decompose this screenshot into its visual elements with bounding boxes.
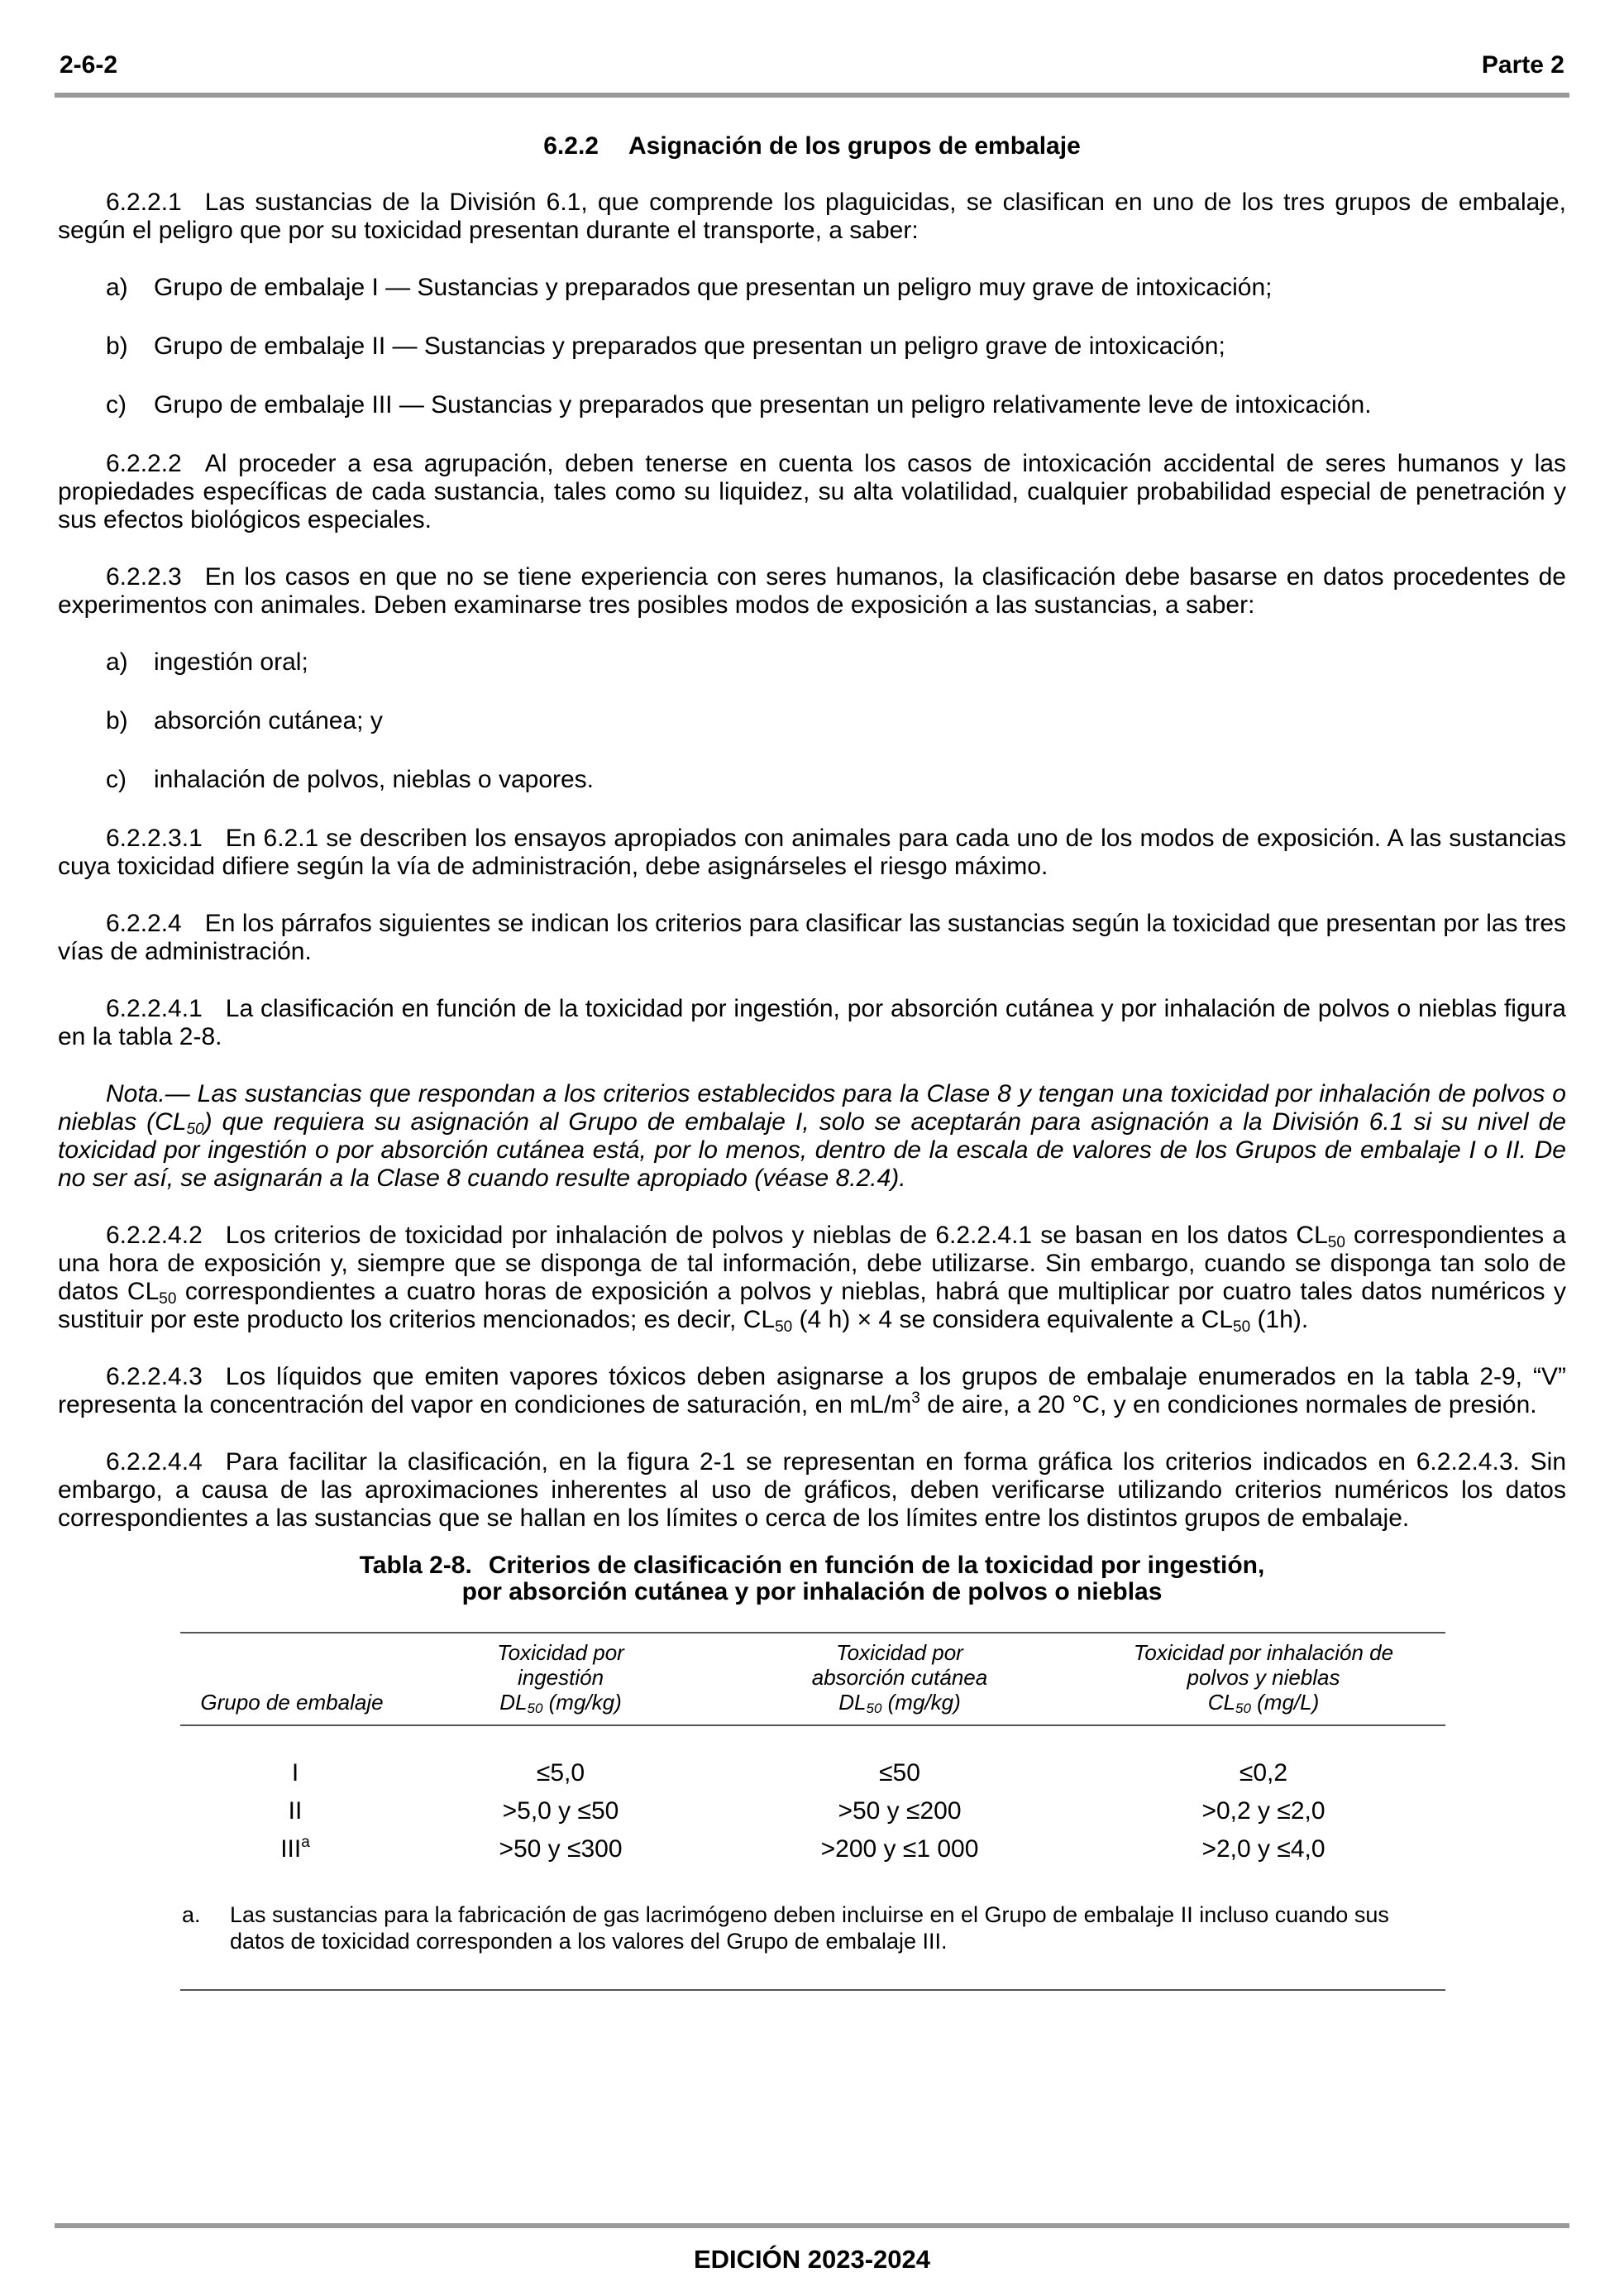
list-item-text: ingestión oral;: [154, 648, 308, 676]
cell-inhalation: >2,0 y ≤4,0: [1201, 1835, 1325, 1863]
paragraph-text: En 6.2.1 se describen los ensayos apropiados con animales para cada uno de los modos de exposición. A las sustancias cuya toxicidad difiere según la vía de administración, debe asignárseles el riesgo máximo.: [58, 825, 1566, 880]
list-item: [58, 648, 1566, 677]
list-item-label: c): [106, 766, 127, 793]
table-title-line: por absorción cutánea y por inhalación de polvos o nieblas: [461, 1578, 1163, 1605]
paragraph-text: En los párrafos siguientes se indican los criterios para clasificar las sustancias según la toxicidad que presentan por las tres vías de administración.: [58, 910, 1566, 965]
subscript: 50: [1327, 1234, 1345, 1251]
page-header: [58, 51, 1566, 84]
page-number: 2-6-2: [60, 51, 118, 79]
table-title: [58, 1552, 1566, 1605]
footnote-text: Las sustancias para la fabricación de gas lacrimógeno deben incluirse en el Grupo de embalaje II incluso cuando sus datos de toxicidad corresponden a los valores del Grupo de embalaje III.: [230, 1902, 1389, 1954]
paragraph-text: En los casos en que no se tiene experiencia con seres humanos, la clasificación debe basarse en datos procedentes de experimentos con animales. Deben examinarse tres posibles modos de exposición a las sustancias, a saber:: [58, 563, 1566, 619]
paragraph-6-2-2-2: [58, 450, 1566, 534]
paragraph-6-2-2-4-4: [58, 1448, 1566, 1533]
table-bottom-rule: [180, 1989, 1445, 1991]
note-paragraph: [58, 1080, 1566, 1193]
list-item-text: inhalación de polvos, nieblas o vapores.: [154, 766, 595, 793]
cell-group: I: [291, 1759, 299, 1787]
paragraph-number: 6.2.2.1: [106, 189, 182, 216]
cell-ingestion: >50 y ≤300: [499, 1835, 623, 1863]
table-row: [180, 1830, 1445, 1868]
paragraph-text-part: de aire, a 20 °C, y en condiciones normales de presión.: [919, 1391, 1537, 1418]
paragraph-6-2-2-3-1: [58, 825, 1566, 881]
paragraph-number: 6.2.2.2: [106, 450, 182, 477]
paragraph-number: 6.2.2.3: [106, 563, 182, 591]
subscript: 50: [159, 1290, 177, 1308]
cell-inhalation: >0,2 y ≤2,0: [1201, 1797, 1325, 1825]
paragraph-6-2-2-4-1: [58, 995, 1566, 1051]
paragraph-text-part: Los criterios de toxicidad por inhalación de polvos y nieblas de 6.2.2.4.1 se basan en los datos CL: [225, 1222, 1328, 1249]
table-row: [180, 1792, 1445, 1830]
paragraph-6-2-2-3: [58, 563, 1566, 619]
page-footer: EDICIÓN 2023-2024: [693, 2245, 931, 2274]
list-item: [58, 332, 1566, 361]
header-dermal: Toxicidad por absorción cutánea DL50 (mg/kg): [811, 1640, 988, 1716]
paragraph-text-part: correspondientes a una hora de exposición y, siempre que se disponga de tal información, debe utilizarse. Sin embargo, cuando se disponga tan solo de datos CL: [58, 1222, 1566, 1305]
list-item-text: Grupo de embalaje II — Sustancias y preparados que presentan un peligro grave de intoxicación;: [154, 332, 1225, 360]
paragraph-6-2-2-4-3: [58, 1363, 1566, 1419]
subscript: 50: [1233, 1318, 1251, 1336]
list-item-text: Grupo de embalaje I — Sustancias y preparados que presentan un peligro muy grave de intoxicación;: [154, 274, 1273, 301]
cell-group: II: [288, 1797, 303, 1825]
cell-group: III$^a$: [280, 1834, 310, 1863]
list-item-label: b): [106, 707, 128, 734]
list-item-label: c): [106, 391, 127, 419]
footnote-label: a.: [182, 1902, 201, 1927]
subscript: 50: [775, 1318, 793, 1336]
superscript: 3: [911, 1390, 920, 1407]
paragraph-text-part: Los líquidos que emiten vapores tóxicos deben asignarse a los grupos de embalaje enumerados en la tabla 2-9, “V” representa la concentración del vapor en condiciones de saturación, en mL/m: [58, 1363, 1566, 1418]
paragraph-text: Al proceder a esa agrupación, deben tenerse en cuenta los casos de intoxicación accidental de seres humanos y las propiedades específicas de cada sustancia, tales como su liquidez, su alta volatilidad, cualquier probabilidad especial de penetración y sus efectos biológicos especiales.: [58, 450, 1566, 533]
paragraph-number: 6.2.2.3.1: [106, 825, 203, 852]
paragraph-text: Para facilitar la clasificación, en la figura 2-1 se representan en forma gráfica los criterios indicados en 6.2.2.4.3. Sin embargo, a causa de las aproximaciones inherentes al uso de gráficos, deben verificarse utilizando criterios numéricos los datos correspondientes a las sustancias que se hallan en los límites o cerca de los límites entre los distintos grupos de embalaje.: [58, 1448, 1566, 1532]
note-text-part: Nota.— Las sustancias que respondan a los criterios establecidos para la Clase 8 y tengan una toxicidad por inhalación de polvos o nieblas (CL: [58, 1080, 1566, 1136]
cell-ingestion: >5,0 y ≤50: [502, 1797, 619, 1825]
cell-dermal: ≤50: [879, 1759, 920, 1787]
document-page: [58, 0, 1566, 2296]
section-number: 6.2.2: [543, 132, 599, 160]
footer-rule: [55, 2223, 1569, 2228]
list-item: [58, 707, 1566, 735]
cell-ingestion: ≤5,0: [536, 1759, 585, 1787]
paragraph-number: 6.2.2.4.1: [106, 995, 203, 1022]
part-label: Parte 2: [1481, 51, 1564, 79]
header-rule: [55, 93, 1569, 98]
paragraph-number: 6.2.2.4.4: [106, 1448, 203, 1476]
table-row: [180, 1754, 1445, 1792]
paragraph-number: 6.2.2.4: [106, 910, 182, 937]
list-item-label: b): [106, 332, 128, 360]
cell-inhalation: ≤0,2: [1239, 1759, 1288, 1787]
list-item-label: a): [106, 648, 128, 676]
list-item: [58, 274, 1566, 302]
paragraph-6-2-2-4-2: [58, 1222, 1566, 1334]
cell-dermal: >200 y ≤1 000: [820, 1835, 979, 1863]
paragraph-text-part: (4 h) × 4 se considera equivalente a CL: [792, 1306, 1234, 1333]
list-item-text: absorción cutánea; y: [154, 707, 383, 734]
paragraph-6-2-2-1: [58, 189, 1566, 245]
paragraph-number: 6.2.2.4.2: [106, 1222, 203, 1249]
note-text-part: ) que requiera su asignación al Grupo de embalaje I, solo se aceptarán para asignación a la División 6.1 si su nivel de toxicidad por ingestión o por absorción cutánea está, por lo menos, dentro de la escala de valores de los Grupos de embalaje I o II. De no ser así, se asignarán a la Clase 8 cuando resulte apropiado (véase 8.2.4).: [58, 1108, 1566, 1192]
paragraph-text-part: (1h).: [1250, 1306, 1309, 1333]
table-header: [180, 1634, 1445, 1724]
table-footnote: [180, 1901, 1445, 1954]
header-inhalation: Toxicidad por inhalación de polvos y nieblas CL50 (mg/L): [1133, 1640, 1394, 1716]
header-ingestion: Toxicidad por ingestión DL50 (mg/kg): [497, 1640, 624, 1716]
paragraph-number: 6.2.2.4.3: [106, 1363, 203, 1390]
subscript: 50: [186, 1121, 204, 1138]
list-item: [58, 391, 1566, 419]
table-number: Tabla 2-8.: [359, 1552, 472, 1579]
paragraph-text-part: correspondientes a cuatro horas de exposición a polvos y nieblas, habrá que multiplicar por cuatro tales datos numéricos y sustituir por este producto los criterios mencionados; es decir, CL: [58, 1278, 1567, 1333]
list-item: [58, 766, 1566, 794]
list-item-label: a): [106, 274, 128, 301]
paragraph-text: La clasificación en función de la toxicidad por ingestión, por absorción cutánea y por inhalación de polvos o nieblas figura en la tabla 2-8.: [58, 995, 1566, 1050]
header-group: Grupo de embalaje: [200, 1690, 384, 1715]
table-body: [180, 1726, 1445, 1885]
cell-dermal: >50 y ≤200: [838, 1797, 962, 1825]
toxicity-table: [180, 1632, 1445, 1991]
table-title-line: Criterios de clasificación en función de la toxicidad por ingestión,: [488, 1552, 1265, 1579]
paragraph-text: Las sustancias de la División 6.1, que comprende los plaguicidas, se clasifican en uno de los tres grupos de embalaje, según el peligro que por su toxicidad presentan durante el transporte, a saber:: [58, 189, 1566, 244]
section-title: Asignación de los grupos de embalaje: [628, 132, 1081, 160]
paragraph-6-2-2-4: [58, 910, 1566, 966]
main-content: [58, 132, 1566, 1991]
list-item-text: Grupo de embalaje III — Sustancias y preparados que presentan un peligro relativamente leve de intoxicación.: [154, 391, 1372, 419]
section-heading: [58, 132, 1566, 160]
